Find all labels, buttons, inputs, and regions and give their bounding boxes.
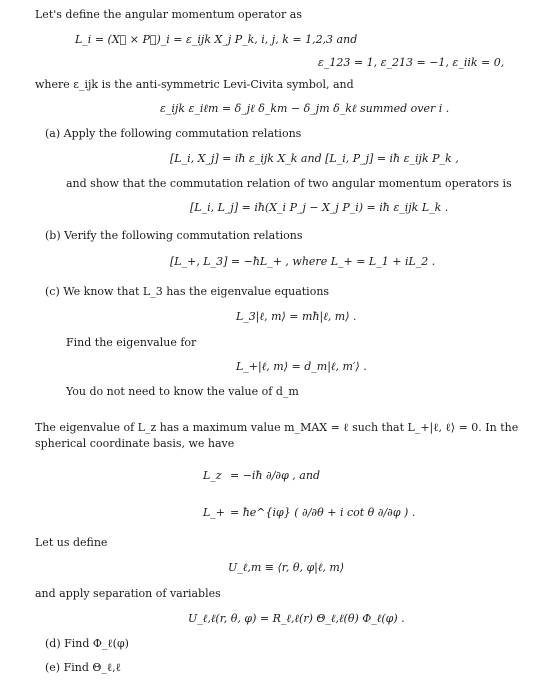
part-a-instruction: and show that the commutation relation of two angular momentum operators is: [66, 177, 512, 190]
separation-text: and apply separation of variables: [35, 587, 221, 600]
Lplus-rhs: = ħe^{iφ} ( ∂/∂θ + i cot θ ∂/∂φ ) .: [230, 506, 416, 519]
part-a-label: (a) Apply the following commutation relations: [45, 127, 302, 140]
let-define-text: Let us define: [35, 536, 108, 549]
part-e-label: (e) Find Θ_ℓ,ℓ: [45, 661, 121, 674]
part-a-result: [L_i, L_j] = iħ(X_i P_j − X_j P_i) = iħ ε_ijk L_k .: [190, 201, 449, 214]
part-b-commutator: [L_+, L_3] = −ħL_+ , where L_+ = L_1 + iL_2 .: [170, 255, 436, 268]
intro-text: Let's define the angular momentum operator as: [35, 8, 302, 21]
Lz-rhs: = −iħ ∂/∂φ , and: [230, 469, 320, 482]
paragraph-line-2: spherical coordinate basis, we have: [35, 437, 235, 450]
U-definition: U_ℓ,m ≡ ⟨r, θ, φ|ℓ, m⟩: [228, 561, 345, 574]
part-c-raising-equation: L_+|ℓ, m⟩ = d_m|ℓ, m′⟩ .: [236, 360, 367, 373]
part-d-label: (d) Find Φ_ℓ(φ): [45, 637, 129, 650]
part-c-note: You do not need to know the value of d_m: [66, 385, 299, 398]
angular-momentum-definition: L_i = (X⃗ × P⃗)_i = ε_ijk X_j P_k, i, j, k = 1,2,3 and: [75, 33, 358, 46]
part-c-find-text: Find the eigenvalue for: [66, 336, 197, 349]
epsilon-delta-identity: ε_ijk ε_iℓm = δ_jℓ δ_km − δ_jm δ_kℓ summed over i .: [160, 102, 450, 115]
levi-civita-values: ε_123 = 1, ε_213 = −1, ε_iik = 0,: [318, 56, 505, 69]
paragraph-line-1: The eigenvalue of L_z has a maximum value m_MAX = ℓ such that L_+|ℓ, ℓ⟩ = 0. In the: [35, 421, 519, 434]
part-c-label: (c) We know that L_3 has the eigenvalue equations: [45, 285, 330, 298]
part-c-eigen-equation: L_3|ℓ, m⟩ = mħ|ℓ, m⟩ .: [236, 310, 357, 323]
levi-civita-description: where ε_ijk is the anti-symmetric Levi-Civita symbol, and: [35, 78, 354, 91]
part-a-commutators: [L_i, X_j] = iħ ε_ijk X_k and [L_i, P_j] = iħ ε_ijk P_k ,: [170, 152, 459, 165]
Lz-lhs: L_z: [203, 469, 222, 482]
Lplus-lhs: L_+: [203, 506, 226, 519]
separation-equation: U_ℓ,ℓ(r, θ, φ) = R_ℓ,ℓ(r) Θ_ℓ,ℓ(θ) Φ_ℓ(φ) .: [188, 612, 405, 625]
part-b-label: (b) Verify the following commutation relations: [45, 229, 303, 242]
